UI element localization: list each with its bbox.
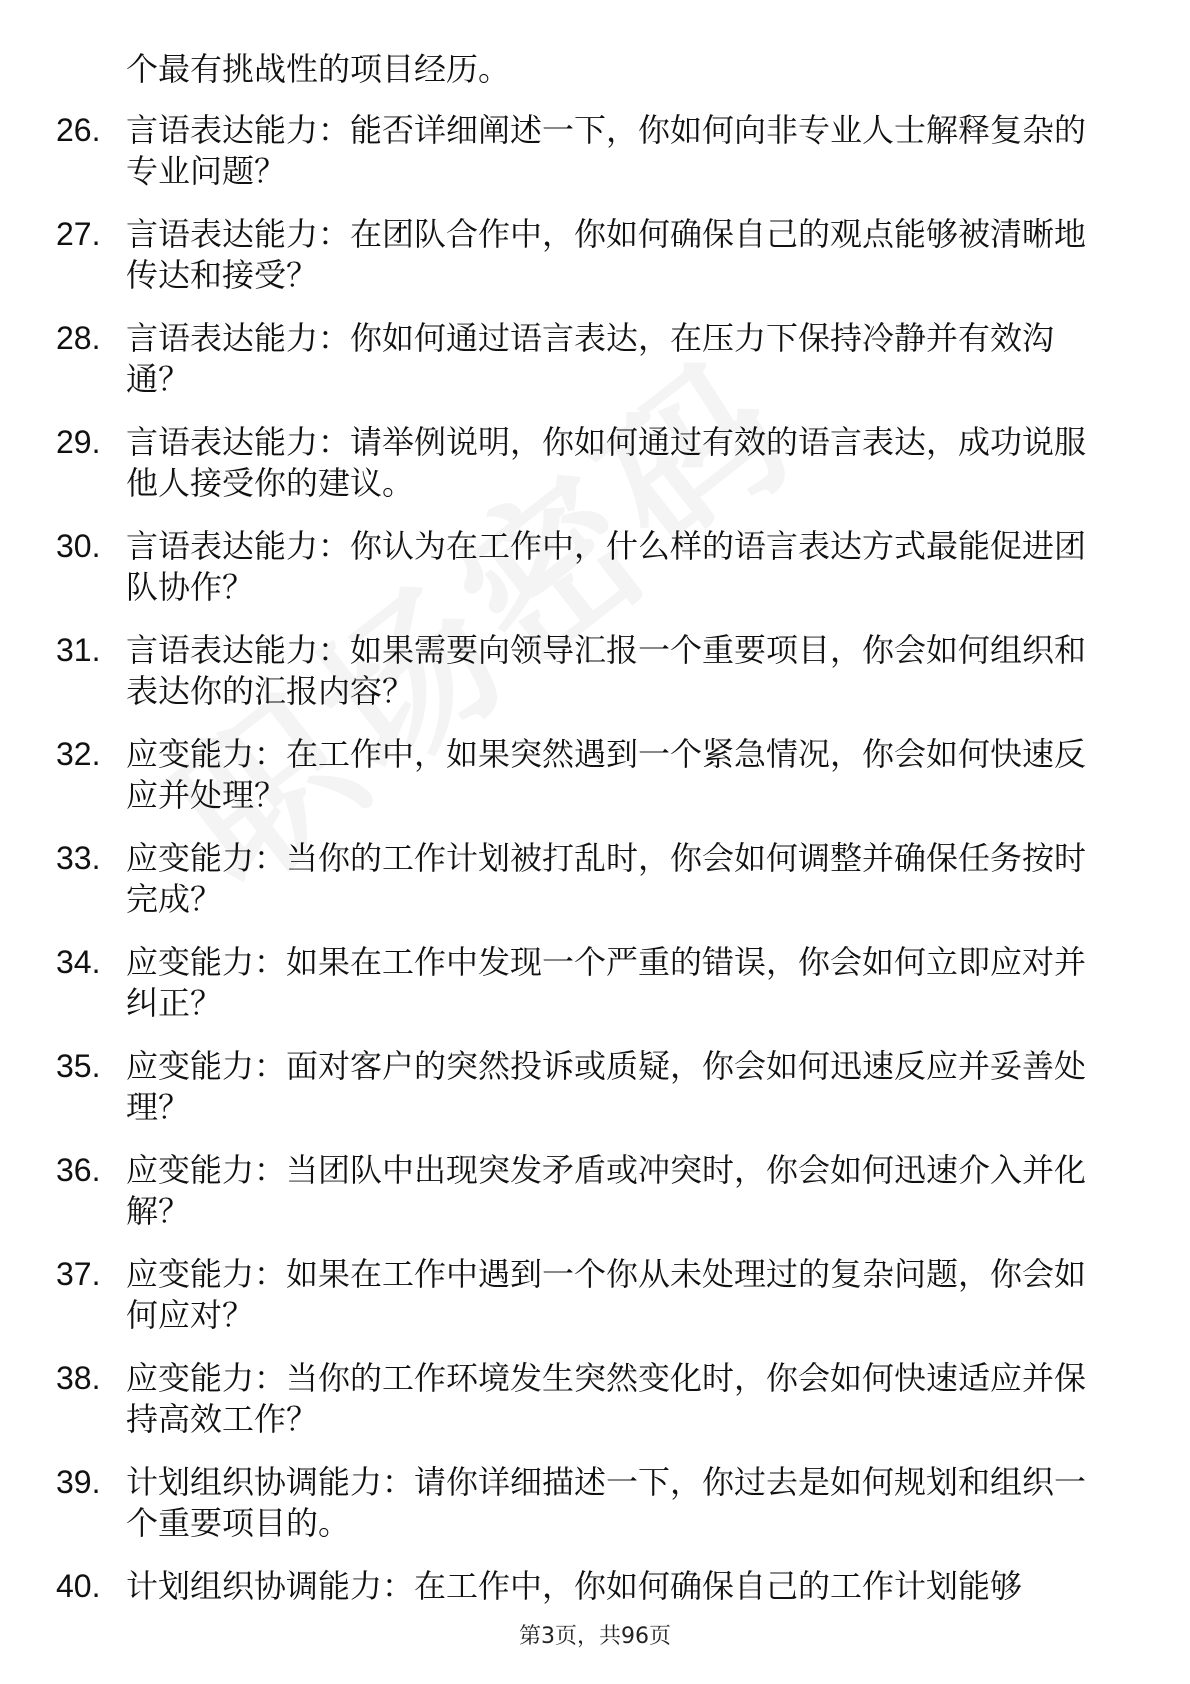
item-text: 应变能力：当你的工作计划被打乱时，你会如何调整并确保任务按时完成？ — [126, 839, 1087, 918]
list-item — [56, 1254, 1116, 1336]
list-item — [56, 1150, 1116, 1232]
item-text: 计划组织协调能力：请你详细描述一下，你过去是如何规划和组织一个重要项目的。 — [126, 1463, 1087, 1542]
list-item — [56, 1566, 1116, 1607]
item-number: 36. — [56, 1152, 101, 1188]
item-number: 30. — [56, 528, 101, 564]
item-text: 应变能力：当你的工作环境发生突然变化时，你会如何快速适应并保持高效工作？ — [126, 1359, 1087, 1438]
list-item — [56, 422, 1116, 504]
list-item — [56, 942, 1116, 1024]
page-footer: 第3页，共96页 — [519, 1624, 671, 1649]
item-number: 33. — [56, 840, 101, 876]
continuation-line: 个最有挑战性的项目经历。 — [126, 50, 511, 88]
list-item — [56, 318, 1116, 400]
item-number: 26. — [56, 112, 101, 148]
item-number: 28. — [56, 320, 101, 356]
list-item — [56, 1358, 1116, 1440]
list-item — [56, 1462, 1116, 1544]
item-number: 29. — [56, 424, 101, 460]
item-text: 言语表达能力：你如何通过语言表达，在压力下保持冷静并有效沟通？ — [126, 319, 1055, 398]
item-text: 应变能力：在工作中，如果突然遇到一个紧急情况，你会如何快速反应并处理？ — [126, 735, 1087, 814]
item-number: 27. — [56, 216, 101, 252]
item-text: 言语表达能力：能否详细阐述一下，你如何向非专业人士解释复杂的专业问题？ — [126, 111, 1087, 190]
item-text: 言语表达能力：如果需要向领导汇报一个重要项目，你会如何组织和表达你的汇报内容？ — [126, 631, 1087, 710]
item-number: 40. — [56, 1568, 101, 1604]
item-number: 31. — [56, 632, 101, 668]
list-item — [56, 630, 1116, 712]
item-text: 言语表达能力：请举例说明，你如何通过有效的语言表达，成功说服他人接受你的建议。 — [126, 423, 1087, 502]
item-number: 35. — [56, 1048, 101, 1084]
question-list — [56, 48, 1116, 1629]
item-text: 应变能力：面对客户的突然投诉或质疑，你会如何迅速反应并妥善处理？ — [126, 1047, 1087, 1126]
item-number: 34. — [56, 944, 101, 980]
item-text: 计划组织协调能力：在工作中，你如何确保自己的工作计划能够 — [126, 1567, 1023, 1605]
item-text: 言语表达能力：你认为在工作中，什么样的语言表达方式最能促进团队协作？ — [126, 527, 1087, 606]
item-number: 38. — [56, 1360, 101, 1396]
item-number: 39. — [56, 1464, 101, 1500]
list-item — [56, 526, 1116, 608]
list-item — [56, 838, 1116, 920]
item-text: 言语表达能力：在团队合作中，你如何确保自己的观点能够被清晰地传达和接受？ — [126, 215, 1087, 294]
item-text: 应变能力：如果在工作中发现一个严重的错误，你会如何立即应对并纠正？ — [126, 943, 1087, 1022]
item-number: 37. — [56, 1256, 101, 1292]
list-item — [56, 1046, 1116, 1128]
list-item — [56, 214, 1116, 296]
item-text: 应变能力：如果在工作中遇到一个你从未处理过的复杂问题，你会如何应对？ — [126, 1255, 1087, 1334]
list-item — [56, 110, 1116, 192]
item-text: 应变能力：当团队中出现突发矛盾或冲突时，你会如何迅速介入并化解？ — [126, 1151, 1087, 1230]
item-number: 32. — [56, 736, 101, 772]
list-item — [56, 734, 1116, 816]
